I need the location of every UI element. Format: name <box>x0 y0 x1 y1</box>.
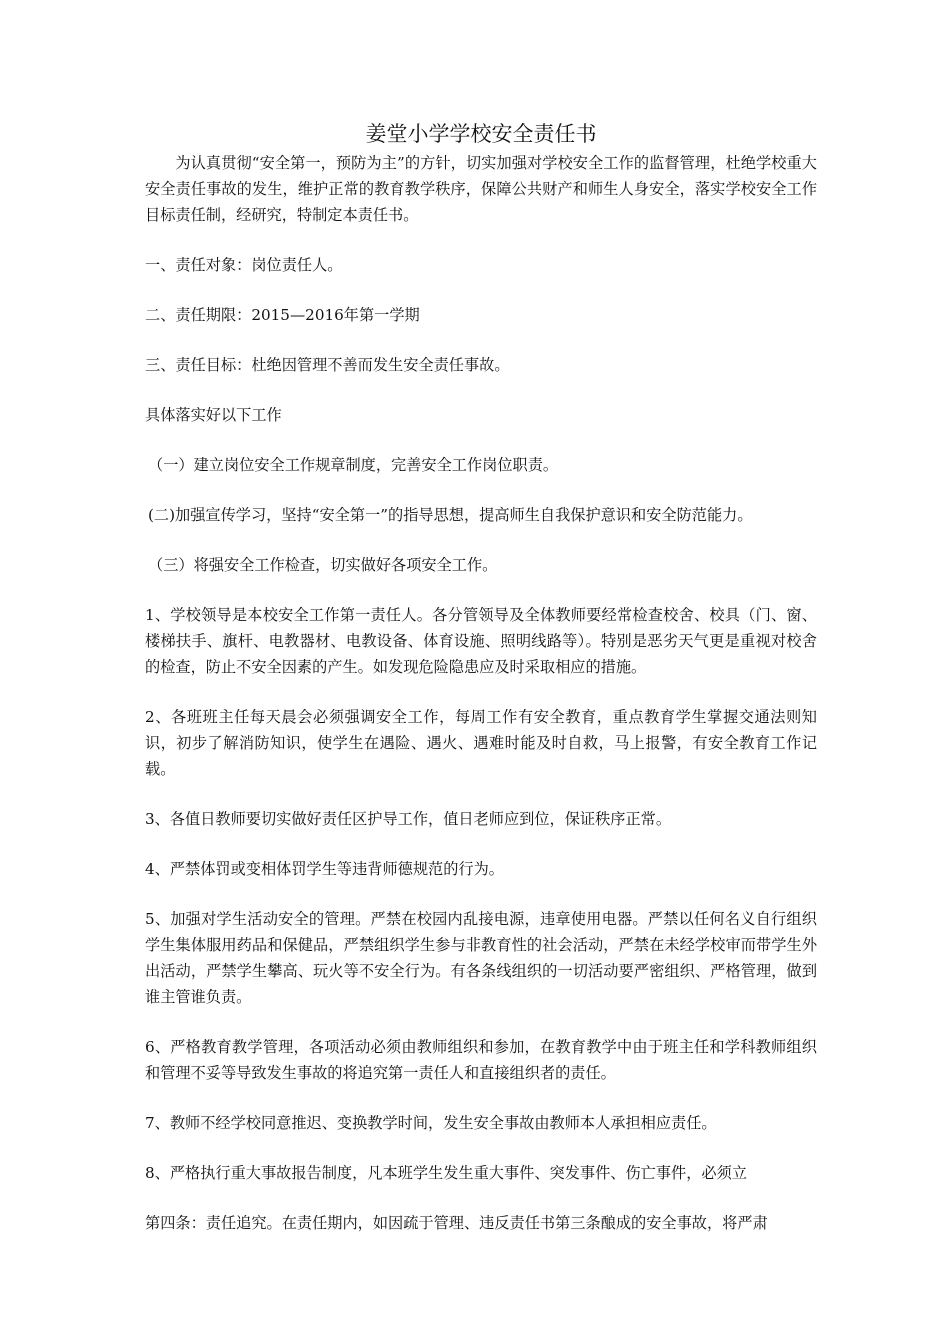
list-item: 8、严格执行重大事故报告制度，凡本班学生发生重大事件、突发事件、伤亡事件，必须立 <box>145 1164 747 1182</box>
list-item: 5、加强对学生活动安全的管理。严禁在校园内乱接电源，违章使用电器。严禁以任何名义自行组织学生集体服用药品和保健品，严禁组织学生参与非教育性的社会活动，严禁在未经学校审而带学生外出活动，严禁学生攀高、玩火等不安全行为。有各条线组织的一切活动要严密组织、严格管理，做到谁主管谁负责。 <box>145 910 817 1006</box>
section-responsibility-target: 一、责任对象：岗位责任人。 <box>145 256 343 274</box>
section-responsibility-period: 二、责任期限：2015—2016年第一学期 <box>145 306 420 324</box>
intro-paragraph: 为认真贯彻“安全第一，预防为主”的方针，切实加强对学校安全工作的监督管理，杜绝学校重大安全责任事故的发生，维护正常的教育教学秩序，保障公共财产和师生人身安全，落实学校安全工作目标责任制，经研究，特制定本责任书。 <box>145 154 817 224</box>
work-heading: 具体落实好以下工作 <box>145 406 282 424</box>
list-item: 6、严格教育教学管理，各项活动必须由教师组织和参加，在教育教学中由于班主任和学科教师组织和管理不妥等导致发生事故的将追究第一责任人和直接组织者的责任。 <box>145 1038 817 1082</box>
list-item: 7、教师不经学校同意推迟、变换教学时间，发生安全事故由教师本人承担相应责任。 <box>145 1114 717 1132</box>
list-item: 4、严禁体罚或变相体罚学生等违背师德规范的行为。 <box>145 860 504 878</box>
list-item: 1、学校领导是本校安全工作第一责任人。各分管领导及全体教师要经常检查校舍、校具（门、窗、楼梯扶手、旗杆、电教器材、电教设备、体育设施、照明线路等）。特别是恶劣天气更是重视对校舍的检查，防止不安全因素的产生。如发现危险隐患应及时采取相应的措施。 <box>145 606 817 676</box>
section-responsibility-goal: 三、责任目标：杜绝因管理不善而发生安全责任事故。 <box>145 356 510 374</box>
subsection-1: （一）建立岗位安全工作规章制度，完善安全工作岗位职责。 <box>148 456 559 474</box>
document-body <box>145 120 817 1236</box>
section-accountability: 第四条：责任追究。在责任期内，如因疏于管理、违反责任书第三条酿成的安全事故，将严肃 <box>145 1214 768 1232</box>
document-title: 姜堂小学学校安全责任书 <box>365 122 597 146</box>
list-item: 3、各值日教师要切实做好责任区护导工作，值日老师应到位，保证秩序正常。 <box>145 810 672 828</box>
subsection-3: （三）将强安全工作检查，切实做好各项安全工作。 <box>148 556 498 574</box>
list-item: 2、各班班主任每天晨会必须强调安全工作，每周工作有安全教育，重点教育学生掌握交通法则知识，初步了解消防知识，使学生在遇险、遇火、遇难时能及时自救，马上报警，有安全教育工作记载。 <box>145 708 817 778</box>
subsection-2: (二)加强宣传学习，坚持“安全第一”的指导思想，提高师生自我保护意识和安全防范能力。 <box>148 506 753 524</box>
